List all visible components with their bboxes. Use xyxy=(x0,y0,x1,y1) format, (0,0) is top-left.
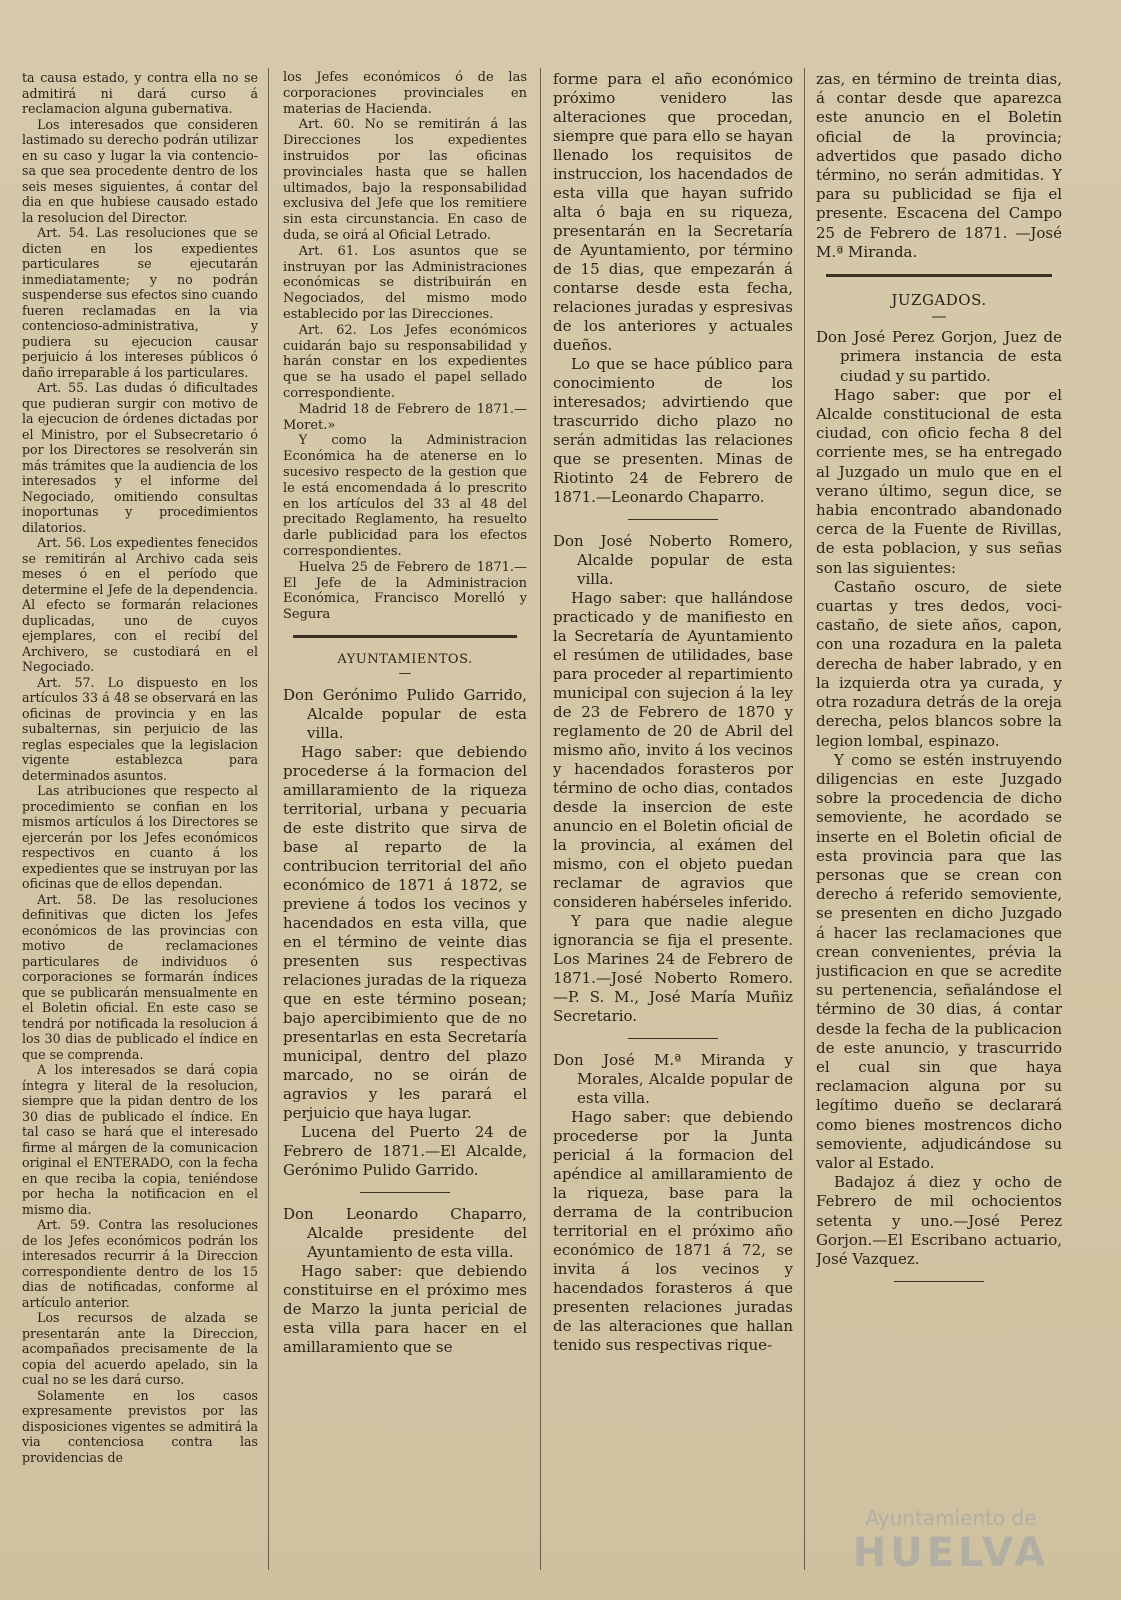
notice-divider xyxy=(628,519,718,520)
paragraph: A los interesados se dará copia íntegra y literal de la resolucion, siempre que la pidan dentro de los 30 dias de publicado el índice. En tal caso se hará que el interesado firme al márgen de la comunicacion original el ENTERADO, con la fecha en que reciba la copia, teniéndose por hecha la notificacion en el mismo dia. xyxy=(22,1062,258,1217)
paragraph: Los recursos de alzada se presentarán ante la Direccion, acompañados precisamente de la copia del acuerdo apelado, sin la cual no se les dará curso. xyxy=(22,1310,258,1387)
section-title-ayuntamientos: AYUNTAMIENTOS. xyxy=(337,651,473,667)
dash-divider: — xyxy=(398,665,412,681)
notice-signature: Lucena del Puerto 24 de Febrero de 1871.—El Alcalde, Gerónimo Pulido Garrido. xyxy=(283,1122,527,1179)
notice-signature: Badajoz á diez y ocho de Febrero de mil ochocientos setenta y uno.—José Perez Gorjon.—El Escribano actuario, José Vazquez. xyxy=(816,1173,1062,1268)
article-55: Art. 55. Las dudas ó dificultades que pudieran surgir con motivo de la ejecucion de órdenes dictadas por el Ministro, por el Subsecretario ó por los Directores se resolverán sin más trámites que la audiencia de los interesados y el informe del Negociado, omitiendo consultas inoportunas y procedimientos dilatorios. xyxy=(22,380,258,535)
article-56: Art. 56. Los expedientes fenecidos se remitirán al Archivo cada seis meses ó en el período que determine el Jefe de la dependencia. Al efecto se formarán relaciones duplicadas, uno de cuyos ejemplares, con el recibí del Archivero, se custodiará en el Negociado. xyxy=(22,535,258,674)
paragraph: Y como la Administracion Económica ha de atenerse en lo sucesivo respecto de la gestion que le está encomendada á lo prescrito en los artículos del 33 al 48 del precitado Reglamento, ha resuelto darle publicidad para los efectos correspondientes. xyxy=(283,433,527,559)
column-rule xyxy=(540,68,541,1570)
notice-body: Castaño oscuro, de siete cuartas y tres dedos, voci-castaño, de siete años, capon, con una rozadura en la paleta derecha de haber labrado, y en la izquierda otra ya curada, y otra rozadura detrás de la oreja derecha, pelos blancos sobre la legion lombal, espinazo. xyxy=(816,577,1062,750)
notice-divider xyxy=(360,1192,450,1193)
notice-heading: Don Gerónimo Pulido Garrido, Alcalde popular de esta villa. xyxy=(283,685,527,742)
column-3 xyxy=(553,70,793,1582)
column-rule xyxy=(804,68,805,1570)
notice-heading: Don Leonardo Chaparro, Alcalde presidente del Ayuntamiento de esta villa. xyxy=(283,1204,527,1261)
notice-heading: Don José M.ª Miranda y Morales, Alcalde popular de esta villa. xyxy=(553,1051,793,1107)
column-4 xyxy=(816,70,1062,1582)
paragraph: Solamente en los casos expresamente previstos por las disposiciones vigentes se admitirá la via contenciosa contra las providencias de xyxy=(22,1387,258,1465)
paragraph: forme para el año económico próximo venidero las alteraciones que procedan, siempre que para ello se hayan llenado los requisitos de instruccion, los hacendados de esta villa que hayan sufrido alta ó baja en su riqueza, presentarán en la Secretaría de Ayuntamiento, por término de 15 dias, que empezarán á contarse desde esta fecha, relaciones juradas y espresivas de los anteriores y actuales dueños. xyxy=(553,70,793,354)
notice-body: Hago saber: que por el Alcalde constitucional de esta ciudad, con oficio fecha 8 del corriente mes, se ha entregado al Juzgado un mulo que en el verano último, segun dice, se habia encontrado abandonado cerca de la Fuente de Rivillas, de esta poblacion, y sus señas son las siguientes: xyxy=(816,385,1062,577)
notice-heading: Don José Perez Gorjon, Juez de primera instancia de esta ciudad y su partido. xyxy=(816,328,1062,385)
notice-body: Y como se estén instruyendo diligencias en este Juzgado sobre la procedencia de dicho semoviente, he acordado se inserte en el Boletin oficial de esta provincia para que las personas que se crean con derecho á referido semoviente, se presenten en dicho Juzgado á hacer las reclamaciones que crean convenientes, prévia la justificacion en que se acredite su pertenencia, señalándose el término de 30 dias, á contar desde la fecha de la publicacion de este anuncio, y trascurrido el cual sin que haya reclamacion alguna por su legítimo dueño se declarará como bienes mostrencos dicho semoviente, adjudicándose su valor al Estado. xyxy=(816,750,1062,1172)
signature-line: Madrid 18 de Febrero de 1871.—Moret.» xyxy=(283,401,527,433)
notice-signature: Lo que se hace público para conocimiento de los interesados; advirtiendo que trascurrido dicho plazo no serán admitidas las relaciones que se presenten. Minas de Riotinto 24 de Febrero de 1871.—Leonardo Chaparro. xyxy=(553,355,793,506)
column-rule xyxy=(268,68,269,1570)
article-61: Art. 61. Los asuntos que se instruyan por las Administraciones económicas se distribuirán en Negociados, del mismo modo establecido por las Direcciones. xyxy=(283,243,527,322)
section-divider xyxy=(293,635,517,638)
paragraph: Los interesados que consideren lastimado su derecho podrán utilizar en su caso y lugar la via contencio-sa que sea procedente dentro de los seis meses siguientes, á contar del dia en que hubiese causado estado la resolucion del Director. xyxy=(22,116,258,225)
notice-divider xyxy=(628,1038,718,1039)
notice-body: Hago saber: que debiendo procederse por la Junta pericial á la formacion del apéndice al amillaramiento de la riqueza, base para la derrama de la contribucion territorial en el próximo año económico de 1871 á 72, se invita á los vecinos y hacendados forasteros á que presenten relaciones juradas de las alteraciones que hallan tenido sus respectivas rique- xyxy=(553,1108,793,1354)
article-59: Art. 59. Contra las resoluciones de los Jefes económicos podrán los interesados recurrir á la Direccion correspondiente dentro de los 15 dias de notificadas, conforme al artículo anterior. xyxy=(22,1217,258,1310)
column-2 xyxy=(283,70,527,1582)
article-54: Art. 54. Las resoluciones que se dicten en los expedientes particulares se ejecutarán inmediatamente; y no podrán suspenderse sus efectos sino cuando fueren reclamadas en la via contencioso-administrativa, y pudiera su ejecucion causar perjuicio á los intereses públicos ó daño irreparable á los particulares. xyxy=(22,225,258,380)
paragraph: Las atribuciones que respecto al procedimiento se confian en los mismos artículos á los Directores se ejercerán por los Jefes económicos respectivos en cuanto á los expedientes que se instruyan por las oficinas que de ellos dependan. xyxy=(22,783,258,891)
watermark-line-1: Ayuntamiento de xyxy=(865,1506,1037,1530)
notice-heading: Don José Noberto Romero, Alcalde popular de esta villa. xyxy=(553,532,793,588)
notice-body: Hago saber: que debiendo procederse á la formacion del amillaramiento de la riqueza territorial, urbana y pecuaria de este distrito que sirva de base al reparto de la contribucion territorial del año económico de 1871 á 1872, se previene á todos los vecinos y hacendados en esta villa, que en el término de veinte dias presenten sus respectivas relaciones juradas de la riqueza que en este término posean; bajo apercibimiento que de no presentarlas en esta Secretaría municipal, dentro del plazo marcado, no se oirán de agravios y les parará el perjuicio que haya lugar. xyxy=(283,742,527,1122)
section-title-juzgados: JUZGADOS. xyxy=(891,291,987,310)
signature-line: Huelva 25 de Febrero de 1871.—El Jefe de la Administracion Económica, Francisco Morelló y Segura xyxy=(283,559,527,623)
article-62: Art. 62. Los Jefes económicos cuidarán bajo su responsabilidad y harán constar en los expedientes que se ha usado el papel sellado correspondiente. xyxy=(283,322,527,401)
notice-body: Hago saber: que debiendo constituirse en el próximo mes de Marzo la junta pericial de esta villa para hacer en el amillaramiento que se xyxy=(283,1261,527,1356)
notice-signature: Y para que nadie alegue ignorancia se fija el presente. Los Marines 24 de Febrero de 1871.—José Noberto Romero.—P. S. M., José María Muñiz Secretario. xyxy=(553,912,793,1025)
notice-body: Hago saber: que hallándose practicado y de manifiesto en la Secretaría de Ayuntamiento el resúmen de utilidades, base para proceder al repartimiento municipal con sujecion á la ley de 23 de Febrero de 1870 y reglamento de 20 de Abril del mismo año, invito á los vecinos y hacendados forasteros por término de ocho dias, contados desde la insercion de este anuncio en el Boletin oficial de la provincia, al exámen del mismo, con el objeto puedan reclamar de agravios que consideren habérseles inferido. xyxy=(553,589,793,911)
dash-divider: — xyxy=(931,307,947,326)
article-58: Art. 58. De las resoluciones definitivas que dicten los Jefes económicos de las provincias con motivo de reclamaciones particulares de individuos ó corporaciones se formarán índices que se publicarán mensualmente en el Boletin oficial. En este caso se tendrá por notificada la resolucion á los 30 dias de publicado el índice en que se comprenda. xyxy=(22,891,258,1062)
article-57: Art. 57. Lo dispuesto en los artículos 33 á 48 se observará en las oficinas de provincia y en las subalternas, sin perjuicio de las reglas especiales que la legislacion vigente establezca para determinados asuntos. xyxy=(22,674,258,783)
column-1 xyxy=(22,70,258,1582)
paragraph: los Jefes económicos ó de las corporaciones provinciales en materias de Hacienda. xyxy=(283,70,527,117)
watermark-logo xyxy=(841,1506,1061,1576)
end-divider xyxy=(894,1281,984,1282)
watermark-line-2: HUELVA xyxy=(852,1530,1050,1576)
paragraph: ta causa estado, y contra ella no se admitirá ni dará curso á reclamacion alguna gubernativa. xyxy=(22,70,258,116)
section-divider xyxy=(826,274,1052,277)
article-60: Art. 60. No se remitirán á las Direcciones los expedientes instruidos por las oficinas provinciales hasta que se hallen ultimados, bajo la responsabilidad exclusiva del Jefe que los remitiere sin esta circunstancia. En caso de duda, se oirá al Oficial Letrado. xyxy=(283,117,527,243)
paragraph: zas, en término de treinta dias, á contar desde que aparezca este anuncio en el Boletin oficial de la provincia; advertidos que pasado dicho término, no serán admitidas. Y para su publicidad se fija el presente. Escacena del Campo 25 de Febrero de 1871. —José M.ª Miranda. xyxy=(816,70,1062,261)
